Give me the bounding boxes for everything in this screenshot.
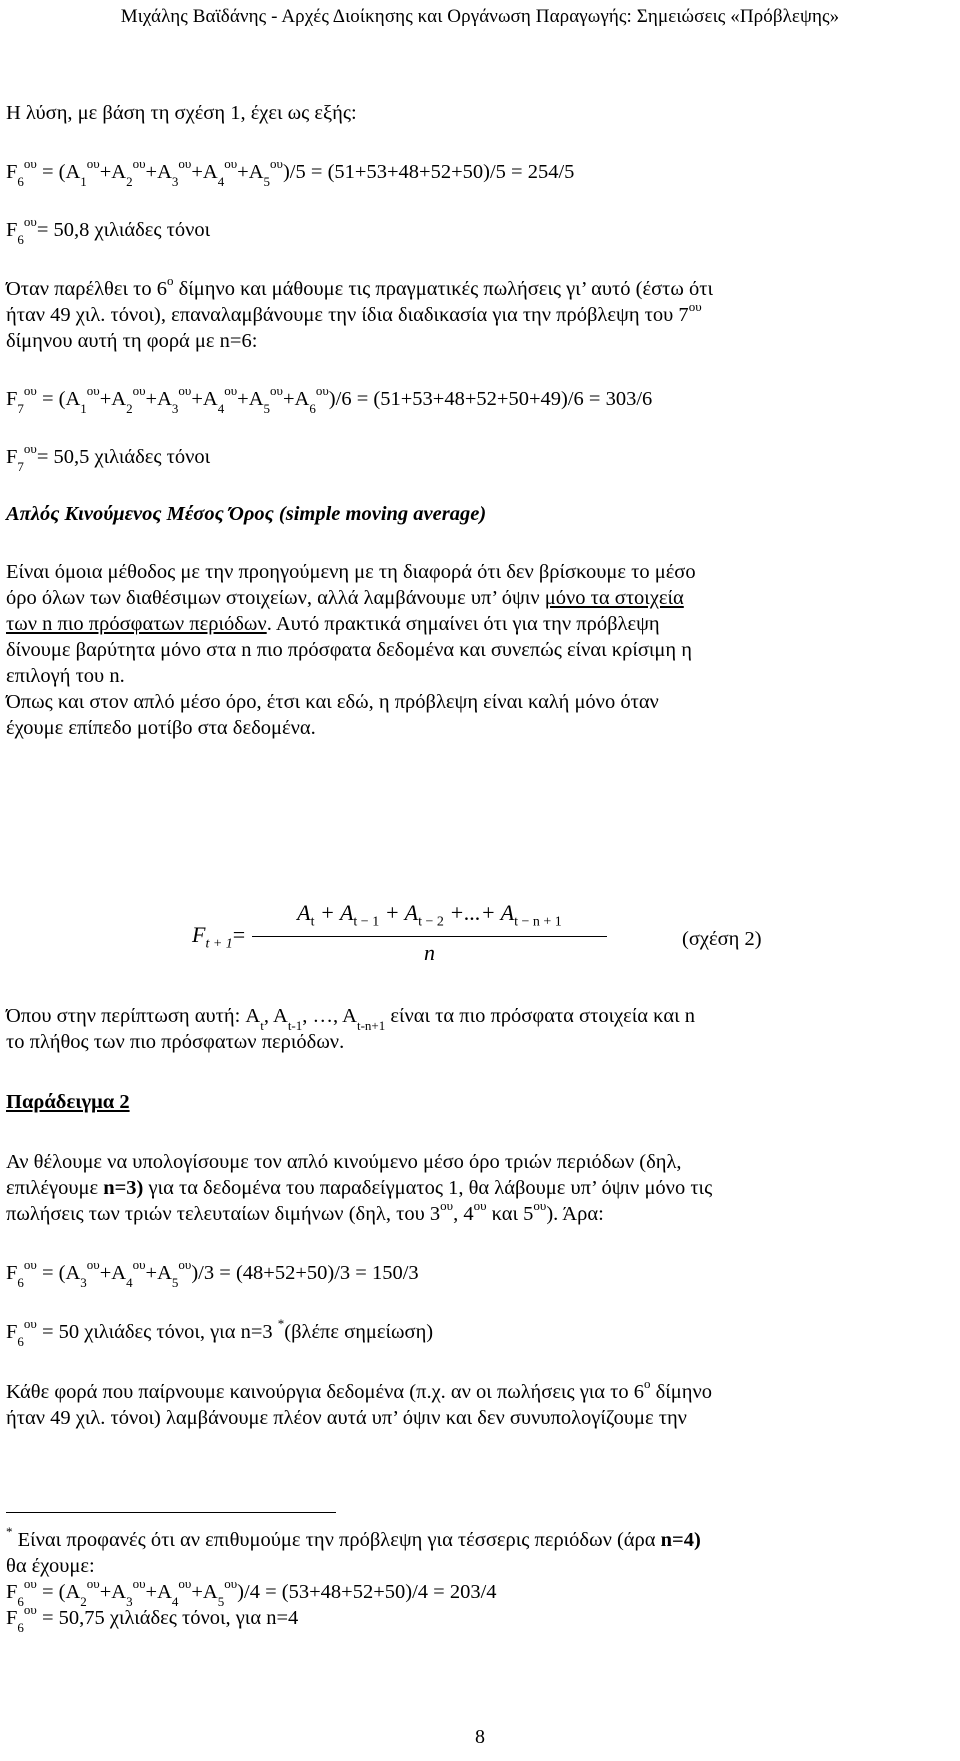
running-header: Μιχάλης Βαϊδάνης - Αρχές Διοίκησης και Οργάνωση Παραγωγής: Σημειώσεις «Πρόβλεψης»	[120, 6, 840, 27]
footnote-separator	[6, 1512, 336, 1513]
footnote-equation-f6-sma4: $F_6^{o\upsilon} = (A_2^{o\upsilon}+A_3^{o\upsilon}+A_4^{o\upsilon}+A_5^{o\upsilon})/4 = (53+48+52+50)/4 = 203/4$	[6, 1576, 497, 1610]
paragraph-sma-l7: έχουμε επίπεδο μοτίβο στα δεδομένα.	[6, 717, 316, 739]
equation-f6-sma3: $F_6^{o\upsilon} = (A_3^{o\upsilon}+A_4^{o\upsilon}+A_5^{o\upsilon})/3 = (48+52+50)/3 = 150/3$	[6, 1257, 419, 1291]
paragraph-new-data-l2: ήταν 49 χιλ. τόνοι) λαμβάνουμε πλέον αυτά υπ’ όψιν και δεν συνυπολογίζουμε την	[6, 1407, 687, 1429]
paragraph-example-l2: επιλέγουμε n=3) για τα δεδομένα του παραδείγματος 1, θα λάβουμε υπ’ όψιν μόνο τις	[6, 1177, 713, 1199]
footnote-equation-f6-sma4-result: $F_6^{o\upsilon} = 50,75$ χιλιάδες τόνοι, για n=4	[6, 1602, 299, 1636]
equation-f6-sma3-result: $F_6^{o\upsilon} = 50$ χιλιάδες τόνοι, για n=3 *(βλέπε σημείωση)	[6, 1316, 434, 1350]
equation-f7-result: $F_7^{o\upsilon}= 50,5$ χιλιάδες τόνοι	[6, 441, 211, 475]
equation-f6-result: $F_6^{o\upsilon}= 50,8$ χιλιάδες τόνοι	[6, 214, 211, 248]
equation-f6-cumulative: $F_6^{o\upsilon} = (A_1^{o\upsilon}+A_2^{o\upsilon}+A_3^{o\upsilon}+A_4^{o\upsilon}+A_5^{o\upsilon})/5 = (51+53+48+52+50)/5 = 254/5$	[6, 156, 575, 190]
footnote-l1: * Είναι προφανές ότι αν επιθυμούμε την πρόβλεψη για τέσσερις περιόδων (άρα n=4)	[6, 1524, 701, 1551]
paragraph-where-l1: Όπου στην περίπτωση αυτή: $A_t$, $A_{t-1}$, …, $A_{t-n+1}$ είναι τα πιο πρόσφατα στοιχεία και n	[6, 1005, 695, 1034]
paragraph-new-data-l1: Κάθε φορά που παίρνουμε καινούργια δεδομένα (π.χ. αν οι πωλήσεις για το $6^o$ δίμηνο	[6, 1376, 713, 1403]
formula-denominator: n	[424, 940, 435, 965]
formula-numerator: $A_t + A_{t - 1} + A_{t - 2}$ +...+ $A_{t - n + 1}$	[297, 900, 562, 930]
paragraph-solution-intro: Η λύση, με βάση τη σχέση 1, έχει ως εξής:	[6, 102, 357, 124]
formula-lhs: $F_{t + 1}=$	[192, 922, 246, 952]
paragraph-where-l2: το πλήθος των πιο πρόσφατων περιόδων.	[6, 1031, 345, 1053]
paragraph-sma-l4: δίνουμε βαρύτητα μόνο στα n πιο πρόσφατα δεδομένα και συνεπώς είναι κρίσιμη η	[6, 639, 692, 661]
example-title: Παράδειγμα 2	[6, 1091, 130, 1113]
paragraph-example-l3: πωλήσεις των τριών τελευταίων διμήνων (δηλ, του $3^{o\upsilon}$, $4^{o\upsilon}$ και $5^{o\upsilon}$). Άρα:	[6, 1198, 604, 1225]
paragraph-next-period: Όταν παρέλθει το $6^o$ δίμηνο και μάθουμε τις πραγματικές πωλήσεις γι’ αυτό (έστω ότι	[6, 273, 713, 300]
paragraph-next-period-line3: δίμηνου αυτή τη φορά με n=6:	[6, 330, 258, 352]
page-number: 8	[475, 1726, 485, 1748]
footnote-l2: θα έχουμε:	[6, 1555, 95, 1577]
paragraph-sma-l6: Όπως και στον απλό μέσο όρο, έτσι και εδώ, η πρόβλεψη είναι καλή μόνο όταν	[6, 691, 659, 713]
formula-sma	[192, 900, 612, 965]
equation-f7-cumulative: $F_7^{o\upsilon} = (A_1^{o\upsilon}+A_2^{o\upsilon}+A_3^{o\upsilon}+A_4^{o\upsilon}+A_5^{o\upsilon}+A_6^{o\upsilon})/6 = (51+53+48+52+50+49)/6 = 303/6$	[6, 383, 653, 417]
paragraph-sma-l5: επιλογή του n.	[6, 665, 125, 687]
section-title-sma: Απλός Κινούμενος Μέσος Όρος (simple moving average)	[6, 503, 487, 525]
paragraph-sma-l3: των n πιο πρόσφατων περιόδων. Αυτό πρακτικά σημαίνει ότι για την πρόβλεψη	[6, 613, 660, 635]
formula-relation-label: (σχέση 2)	[682, 928, 762, 950]
paragraph-sma-l1: Είναι όμοια μέθοδος με την προηγούμενη με τη διαφορά ότι δεν βρίσκουμε το μέσο	[6, 561, 696, 583]
paragraph-example-l1: Αν θέλουμε να υπολογίσουμε τον απλό κινούμενο μέσο όρο τριών περιόδων (δηλ,	[6, 1151, 682, 1173]
fraction-bar	[252, 936, 607, 937]
paragraph-sma-l2: όρο όλων των διαθέσιμων στοιχείων, αλλά λαμβάνουμε υπ’ όψιν μόνο τα στοιχεία	[6, 587, 684, 609]
paragraph-next-period-line2: ήταν 49 χιλ. τόνοι), επαναλαμβάνουμε την ίδια διαδικασία για την πρόβλεψη του $7^{o\upsilon}$	[6, 299, 702, 326]
